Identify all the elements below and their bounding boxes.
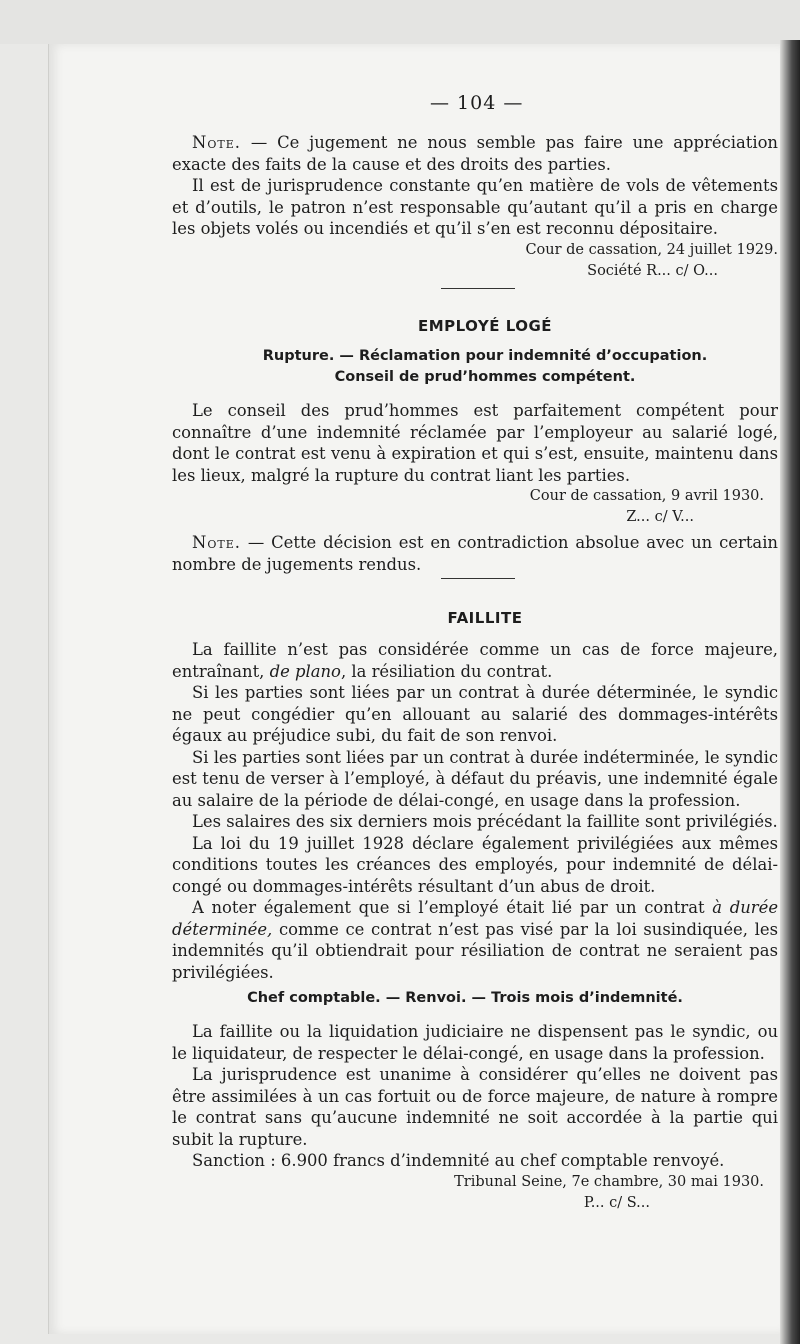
- section-subtitle: Rupture. — Réclamation pour indemnité d’occupation.: [262, 348, 708, 364]
- paragraph: La faillite n’est pas considérée comme un cas de force majeure, entraînant, de plano, la résiliation du contrat.: [172, 640, 778, 681]
- paragraph: Le conseil des prud’hommes est parfaitement compétent pour connaître d’une indemnité réclamée par l’employeur au salarié logé, dont le contrat est venu à expiration et qui s’est, ensuite, maintenu dans les lieux, malgré la rupture du contrat liant les parties.: [172, 401, 778, 485]
- section-divider: [441, 578, 515, 579]
- note-label: Note.: [192, 533, 241, 552]
- citation-court: Cour de cassation, 24 juillet 1929.: [525, 241, 778, 258]
- paragraph: Les salaires des six derniers mois précédant la faillite sont privilégiés.: [192, 812, 778, 831]
- page-number: — 104 —: [430, 92, 524, 114]
- note-text: — Cette décision est en contradiction absolue avec un certain nombre de jugements rendus.: [172, 533, 778, 574]
- note-text: — Ce jugement ne nous semble pas faire une appréciation exacte des faits de la cause et des droits des parties.: [172, 133, 778, 174]
- paragraph: Sanction : 6.900 francs d’indemnité au chef comptable renvoyé.: [192, 1151, 725, 1170]
- paragraph: La faillite ou la liquidation judiciaire ne dispensent pas le syndic, ou le liquidateur, de respecter le délai-congé, en usage dans la profession.: [172, 1022, 778, 1063]
- paragraph: La loi du 19 juillet 1928 déclare également privilégiées aux mêmes conditions toutes les créances des employés, pour indemnité de délai-congé ou dommages-intérêts résultant d’un abus de droit.: [172, 833, 778, 896]
- note-label: Note.: [192, 133, 241, 152]
- note-paragraph: [172, 532, 778, 575]
- book-spine-edge: [780, 40, 800, 1344]
- section-subtitle: Chef comptable. — Renvoi. — Trois mois d’indemnité.: [247, 990, 683, 1006]
- section-divider: [441, 288, 515, 289]
- section-title: EMPLOYÉ LOGÉ: [417, 317, 553, 335]
- citation-court: Tribunal Seine, 7e chambre, 30 mai 1930.: [454, 1173, 764, 1190]
- citation-parties: Société R... c/ O...: [587, 262, 718, 279]
- section-chef-comptable: [172, 988, 778, 1214]
- paragraph: A noter également que si l’employé était lié par un contrat à durée déterminée, comme ce contrat n’est pas visé par la loi susindiquée, les indemnités qu’il obtiendrait pour résiliation de contrat ne seraient pas privilégiées.: [172, 898, 779, 982]
- section-employe-loge: [172, 317, 778, 575]
- section-subtitle: Conseil de prud’hommes compétent.: [334, 369, 636, 385]
- paragraph: Si les parties sont liées par un contrat à durée déterminée, le syndic ne peut congédier qu’en allouant au salarié des dommages-intérêts égaux au préjudice subi, du fait de son renvoi.: [172, 683, 778, 745]
- paragraph: La jurisprudence est unanime à considérer qu’elles ne doivent pas être assimilées à un cas fortuit ou de force majeure, de nature à rompre le contrat sans qu’aucune indemnité ne soit accordée à la partie qui subit la rupture.: [172, 1065, 778, 1149]
- note-block-1: [172, 132, 778, 282]
- section-title: FAILLITE: [447, 609, 523, 627]
- paragraph: Il est de jurisprudence constante qu’en matière de vols de vêtements et d’outils, le patron n’est responsable qu’autant qu’il a pris en charge les objets volés ou incendiés et qu’il s’en est reconnu dépositaire.: [172, 176, 778, 238]
- citation-parties: Z... c/ V...: [626, 509, 694, 525]
- note-paragraph: [172, 132, 778, 175]
- section-faillite: [172, 609, 778, 983]
- paragraph: Si les parties sont liées par un contrat à durée indéterminée, le syndic est tenu de verser à l’employé, à défaut du préavis, une indemnité égale au salaire de la période de délai-congé, en usage dans la profession.: [172, 747, 778, 810]
- citation-court: Cour de cassation, 9 avril 1930.: [529, 488, 764, 504]
- citation-parties: P... c/ S...: [583, 1194, 650, 1211]
- scan-top-margin: [0, 0, 800, 44]
